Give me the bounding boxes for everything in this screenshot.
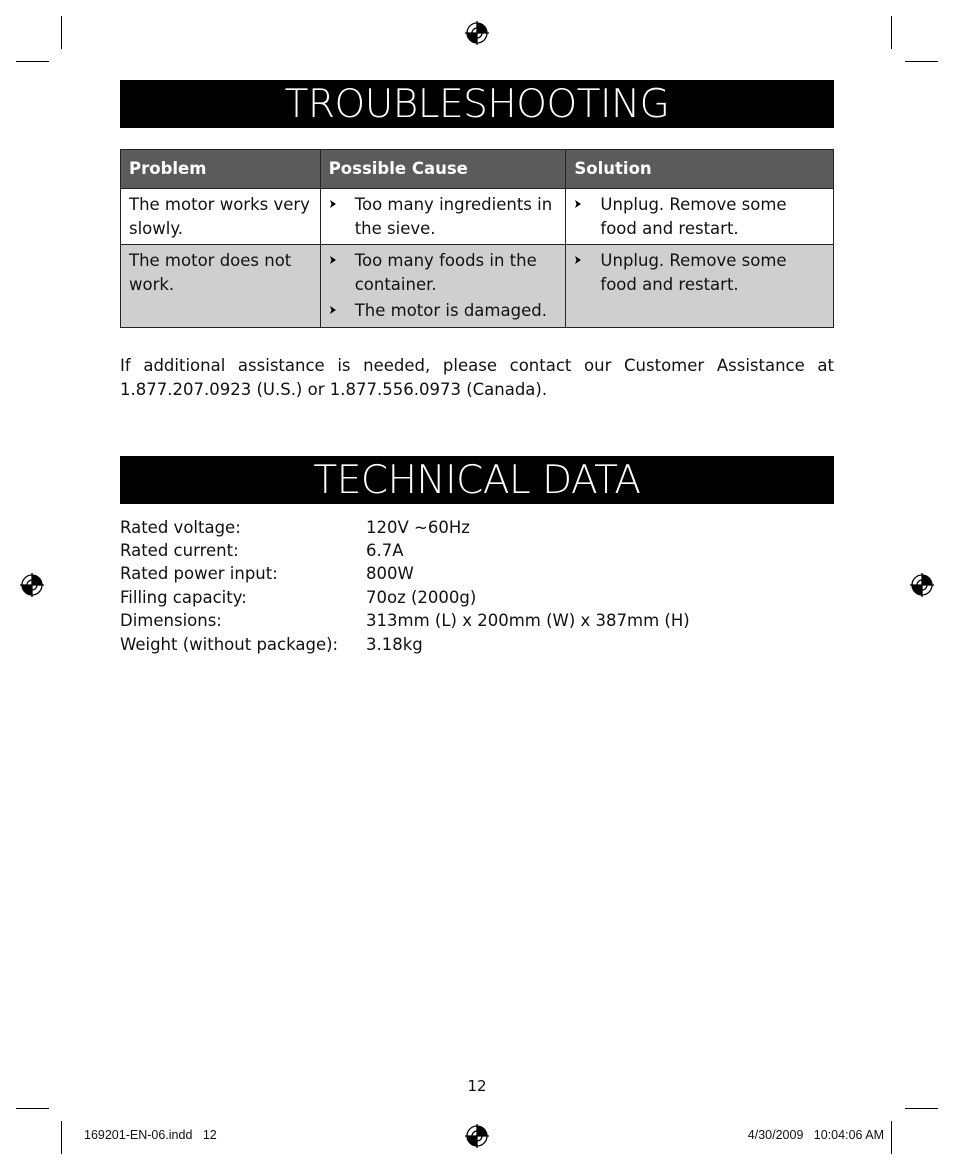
cause-item	[329, 299, 558, 323]
crop-mark-top-right-vertical	[891, 16, 892, 49]
cause-item	[329, 249, 558, 296]
solution-item	[574, 249, 825, 296]
customer-assistance-note: If additional assistance is needed, please contact our Customer Assistance at 1.877.207.0923 (U.S.) or 1.877.556.0973 (Canada).	[120, 356, 834, 399]
crop-mark-top-right-horizontal	[905, 61, 938, 62]
spec-value: 800W	[366, 564, 414, 583]
spec-value: 6.7A	[366, 541, 404, 560]
problem-cell: The motor does not work.	[121, 245, 321, 328]
cause-text: Too many foods in the container.	[354, 251, 537, 294]
cause-text: Too many ingredients in the sieve.	[354, 195, 553, 238]
troubleshooting-heading: TROUBLESHOOTING	[120, 80, 834, 128]
slug-timestamp: 4/30/2009 10:04:06 AM	[747, 1128, 884, 1142]
solution-item	[574, 193, 825, 240]
spec-label: Rated power input:	[120, 564, 278, 583]
diamond-bullet-icon	[574, 256, 582, 264]
spec-label: Filling capacity:	[120, 588, 247, 607]
cause-cell	[320, 189, 566, 245]
spec-value: 3.18kg	[366, 635, 423, 654]
spec-label: Weight (without package):	[120, 635, 339, 654]
spec-label: Rated voltage:	[120, 518, 241, 537]
diamond-bullet-icon	[329, 256, 337, 264]
page-number: 12	[467, 1077, 487, 1095]
spec-value: 120V ~60Hz	[366, 518, 470, 537]
solution-text: Unplug. Remove some food and restart.	[600, 195, 787, 238]
cause-text: The motor is damaged.	[354, 301, 547, 320]
spec-label: Rated current:	[120, 541, 239, 560]
cause-cell	[320, 245, 566, 328]
column-header-solution: Solution	[566, 150, 834, 189]
spec-label: Dimensions:	[120, 611, 222, 630]
column-header-problem: Problem	[121, 150, 321, 189]
crop-mark-top-left-horizontal	[16, 61, 49, 62]
registration-mark-icon	[465, 1124, 489, 1148]
troubleshooting-table	[120, 149, 834, 328]
crop-mark-bottom-left-vertical	[61, 1121, 62, 1154]
crop-mark-bottom-right-horizontal	[905, 1108, 938, 1109]
solution-cell	[566, 189, 834, 245]
crop-mark-bottom-left-horizontal	[16, 1108, 49, 1109]
spec-value: 313mm (L) x 200mm (W) x 387mm (H)	[366, 611, 690, 630]
registration-mark-icon	[20, 573, 44, 597]
cause-item	[329, 193, 558, 240]
diamond-bullet-icon	[329, 200, 337, 208]
crop-mark-top-left-vertical	[61, 16, 62, 49]
table-header-row	[121, 150, 834, 189]
column-header-possible-cause: Possible Cause	[320, 150, 566, 189]
solution-cell	[566, 245, 834, 328]
registration-mark-icon	[465, 21, 489, 45]
table-row	[121, 189, 834, 245]
problem-cell: The motor works very slowly.	[121, 189, 321, 245]
crop-mark-bottom-right-vertical	[891, 1121, 892, 1154]
diamond-bullet-icon	[329, 306, 337, 314]
spec-value: 70oz (2000g)	[366, 588, 477, 607]
slug-file-info: 169201-EN-06.indd 12	[84, 1128, 217, 1142]
table-row	[121, 245, 834, 328]
solution-text: Unplug. Remove some food and restart.	[600, 251, 787, 294]
diamond-bullet-icon	[574, 200, 582, 208]
technical-data-heading: TECHNICAL DATA	[120, 456, 834, 504]
registration-mark-icon	[910, 573, 934, 597]
